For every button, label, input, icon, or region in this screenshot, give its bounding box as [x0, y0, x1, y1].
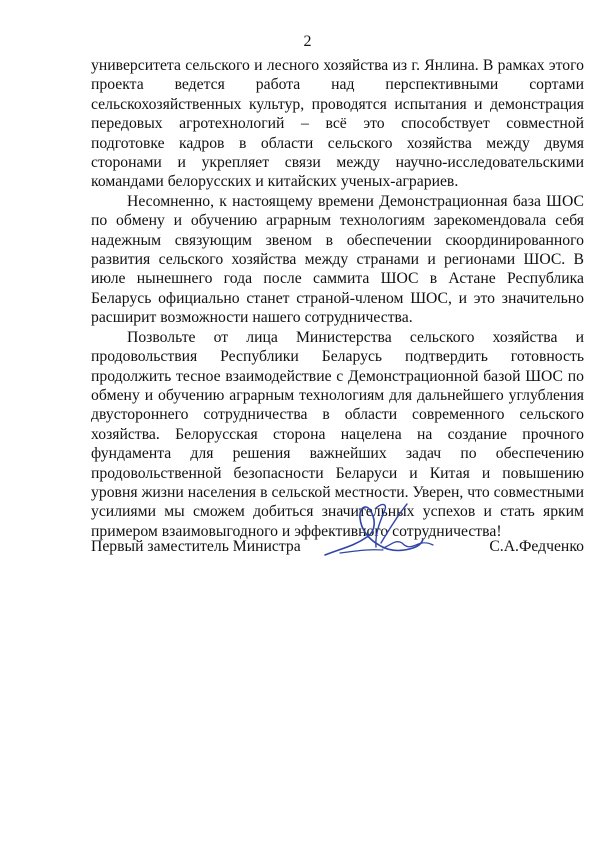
- signer-name: С.А.Федченко: [489, 538, 584, 555]
- paragraph-continuation: университета сельского и лесного хозяйства из г. Янлина. В рамках этого проекта ведется работа над перспективными сортами сельскохозяйственных культур, проводятся испытания и демонстрация передовых агротехнологий – всё это способствует совместной подготовке кадров в области сельского хозяйства между двумя сторонами и укрепляет связи между научно-исследовательскими командами белорусских и китайских ученых-аграриев.: [91, 57, 584, 191]
- page-number: 2: [303, 33, 312, 50]
- paragraph-cooperation-confirmation: Позвольте от лица Министерства сельского хозяйства и продовольствия Республики Беларусь подтвердить готовность продолжить тесное взаимодействие с Демонстрационной базой ШОС по обмену и обучению аграрным технологиям для дальнейшего углубления двустороннего сотрудничества в области современного сельского хозяйства. Белорусская сторона нацелена на создание прочного фундамента для решения важнейших задач по обеспечению продовольственной безопасности Беларуси и Китая и повышению уровня жизни населения в сельской местности. Уверен, что совместными усилиями мы сможем добиться значительных успехов и стать ярким примером взаимовыгодного и эффективного сотрудничества!: [91, 328, 584, 540]
- signer-title: Первый заместитель Министра: [91, 538, 301, 555]
- letter-body: [91, 56, 584, 541]
- signature-block: [91, 537, 584, 557]
- paragraph-demonstration-base: Несомненно, к настоящему времени Демонстрационная база ШОС по обмену и обучению аграрным технологиям зарекомендовала себя надежным связующим звеном в обеспечении скоординированного развития сельского хозяйства между странами и регионами ШОС. В июле нынешнего года после саммита ШОС в Астане Республика Беларусь официально станет страной-членом ШОС, и это значительно расширит возможности нашего сотрудничества.: [91, 192, 584, 327]
